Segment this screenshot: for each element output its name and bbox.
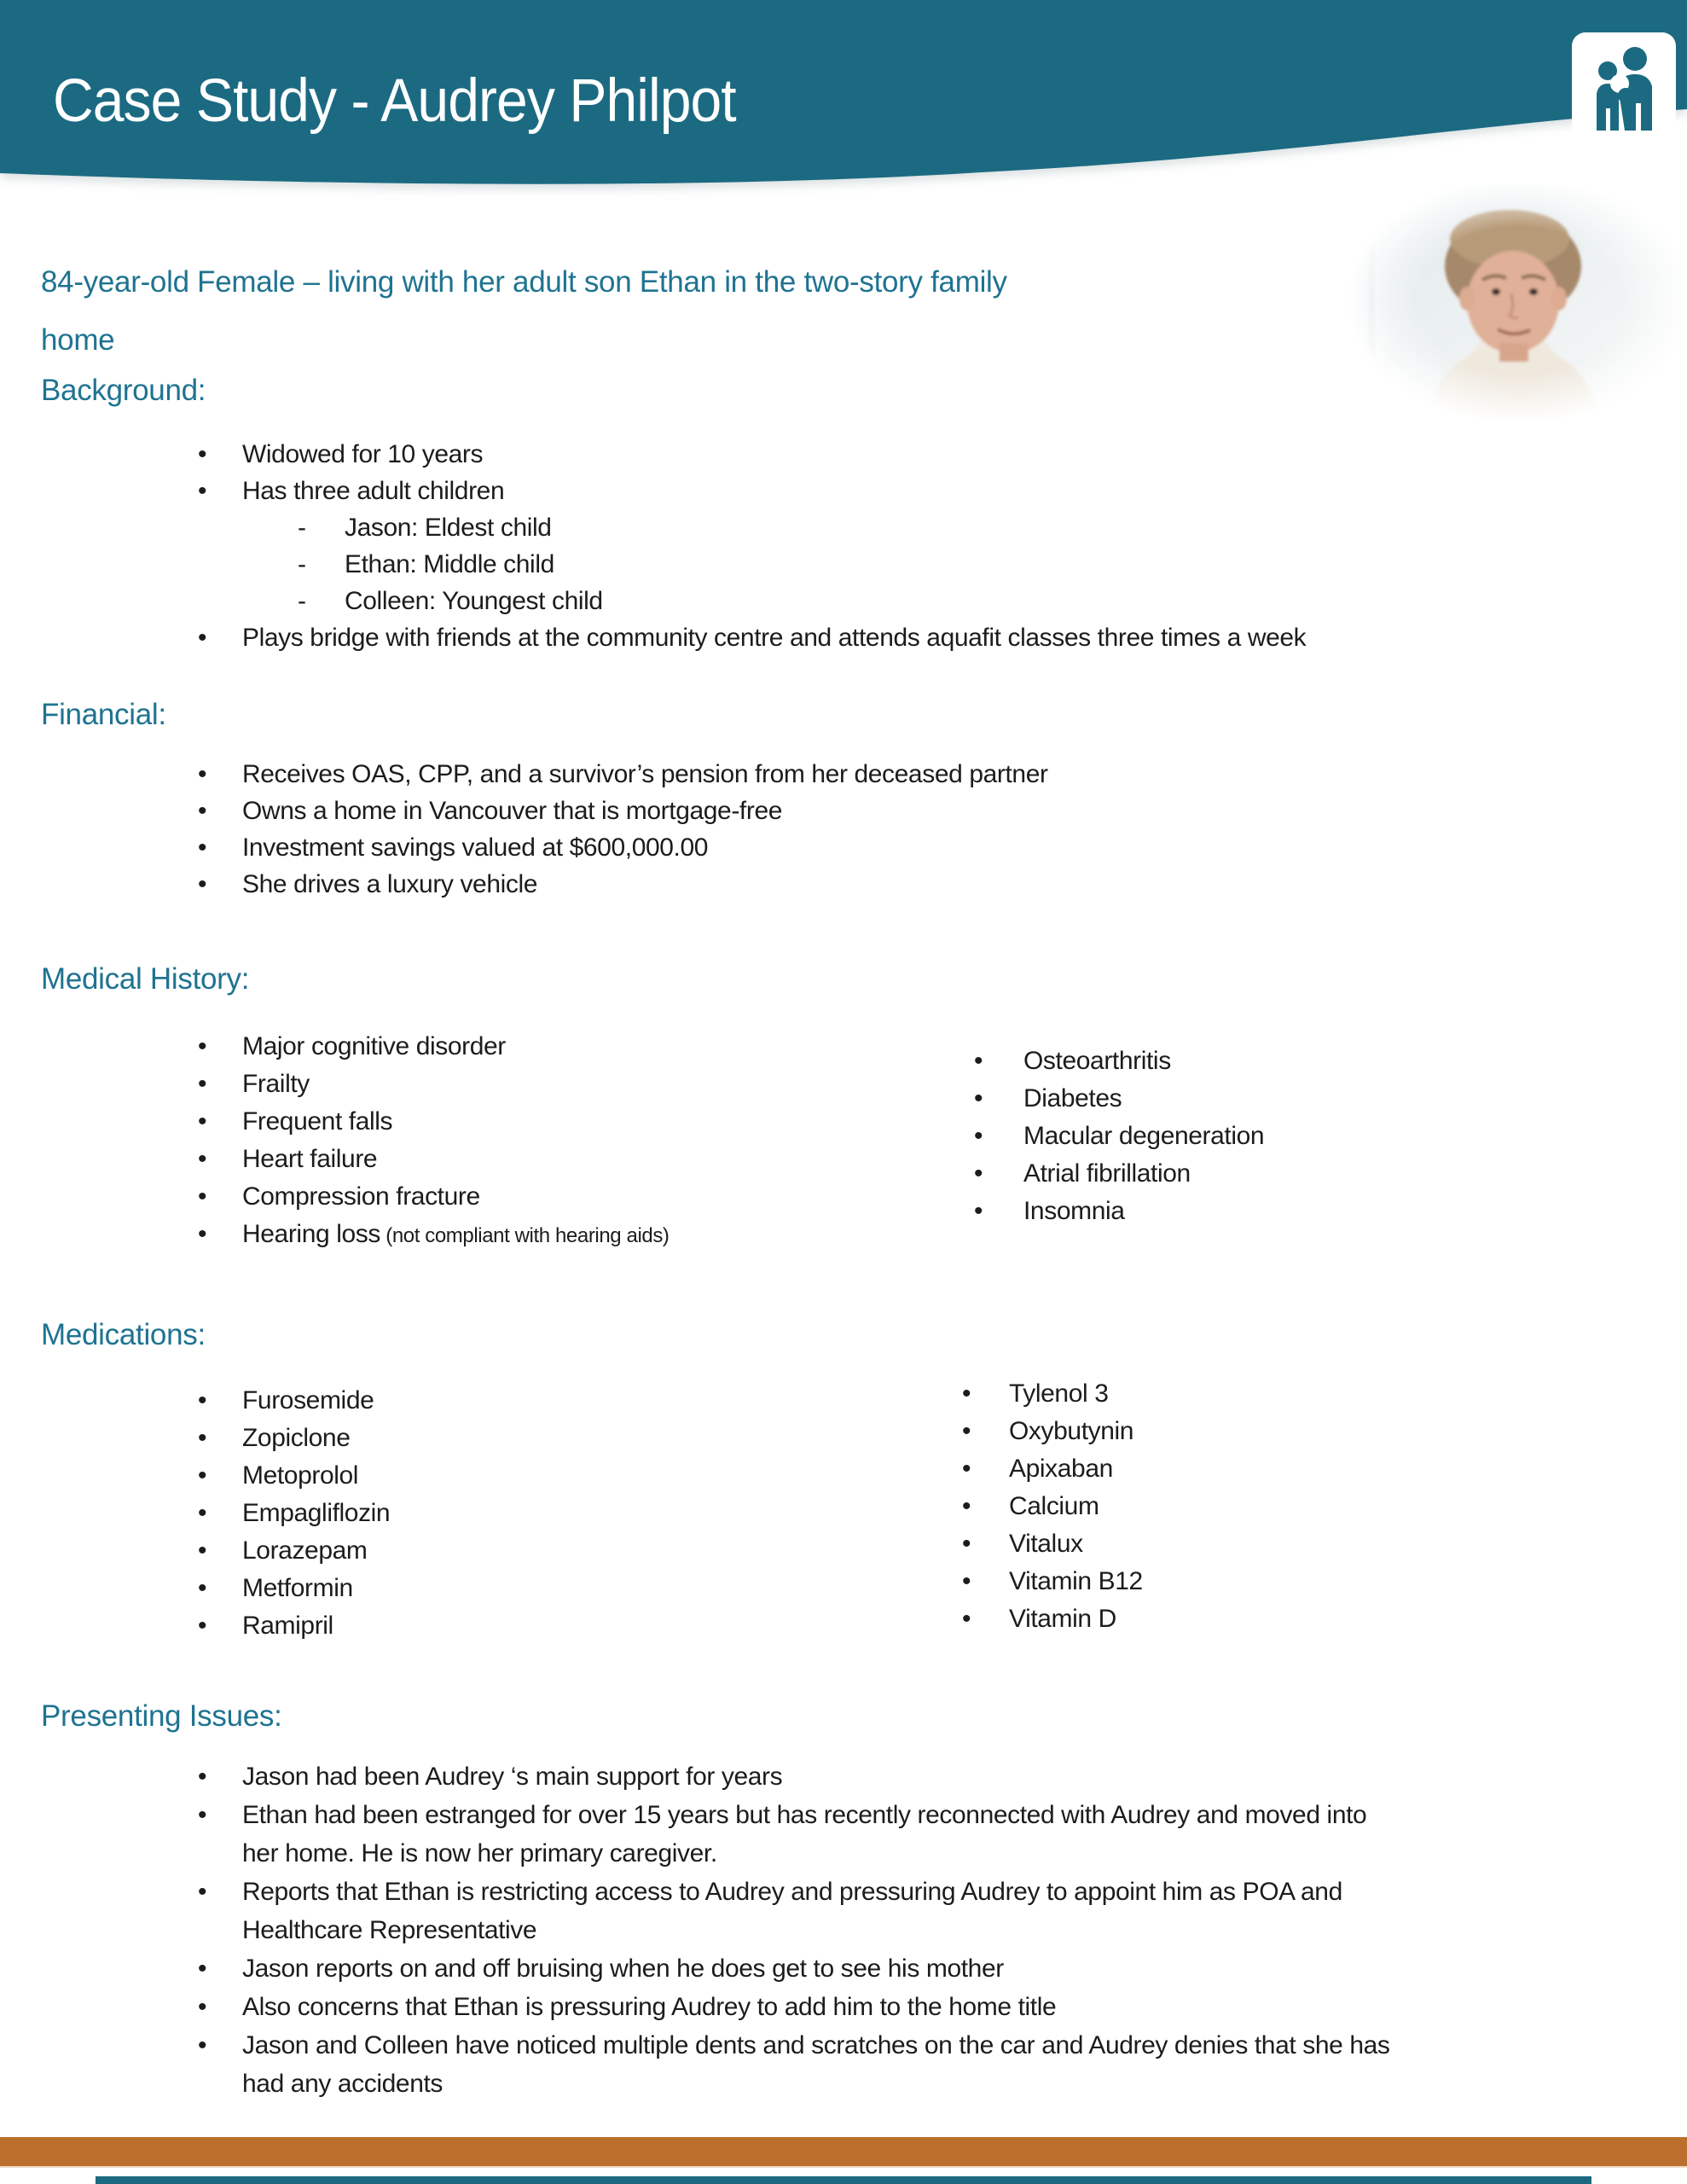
bullet-marker: • <box>198 1499 207 1527</box>
list-item-text <box>242 473 1528 619</box>
list-item-text <box>345 546 1528 583</box>
list-item-label: She drives a luxury vehicle <box>242 870 538 898</box>
list-item-label: Frailty <box>242 1070 310 1098</box>
bullet-marker: - <box>298 514 306 542</box>
bullet-marker: • <box>974 1122 983 1150</box>
list-item-label: Oxybutynin <box>1009 1417 1134 1445</box>
list-item-text <box>1023 1118 1656 1155</box>
list-item-text <box>345 509 1528 546</box>
list-item-label: Reports that Ethan is restricting access to Audrey and pressuring Audrey to appoint him as POA and Healthcare Representative <box>242 1878 1342 1944</box>
bullet-marker: • <box>198 760 207 788</box>
list-item-label: Vitalux <box>1009 1530 1083 1558</box>
list-item <box>198 619 1528 656</box>
bullet-marker: • <box>198 1424 207 1452</box>
bullet-marker: - <box>298 587 306 615</box>
list-item <box>198 1066 948 1103</box>
background-heading: Background: <box>41 374 206 407</box>
bullet-marker: • <box>974 1159 983 1188</box>
list-item-label: Ethan had been estranged for over 15 years but has recently reconnected with Audrey and moved into her home. He is now her primary caregiver. <box>242 1801 1367 1867</box>
list-item <box>198 1103 948 1141</box>
list-item-text <box>242 829 1528 866</box>
sub-list <box>298 509 1528 619</box>
list-item <box>974 1080 1656 1118</box>
list-item <box>974 1193 1656 1230</box>
bullet-marker: • <box>198 1574 207 1602</box>
list-item <box>198 866 1528 903</box>
list-item <box>198 1949 1392 1988</box>
list-item <box>962 1488 1644 1525</box>
list-item-text <box>1009 1563 1644 1600</box>
bullet-marker: • <box>198 1220 207 1248</box>
list-item <box>974 1118 1656 1155</box>
bullet-marker: • <box>198 1461 207 1490</box>
list-item-label: Major cognitive disorder <box>242 1032 506 1060</box>
bullet-marker: • <box>198 1145 207 1173</box>
list-item <box>198 1757 1392 1796</box>
bullet-marker: • <box>198 624 207 652</box>
list-item-label: Calcium <box>1009 1492 1099 1520</box>
list-item-label: Tylenol 3 <box>1009 1380 1109 1408</box>
list-item <box>962 1600 1644 1638</box>
bullet-marker: • <box>198 1878 207 1906</box>
list-item <box>962 1375 1644 1413</box>
list-item-text <box>242 1382 880 1420</box>
list-item-label: Owns a home in Vancouver that is mortgage-free <box>242 797 783 825</box>
list-item <box>198 1457 880 1495</box>
bullet-marker: • <box>198 1536 207 1565</box>
list-item-label: Investment savings valued at $600,000.00 <box>242 834 709 862</box>
list-item-text <box>242 1988 1392 2026</box>
list-item <box>298 583 1528 619</box>
list-item-label: Receives OAS, CPP, and a survivor’s pension from her deceased partner <box>242 760 1048 788</box>
list-item-label: Compression fracture <box>242 1182 480 1211</box>
list-item-label: Apixaban <box>1009 1455 1113 1483</box>
list-item <box>198 1988 1392 2026</box>
list-item-text <box>242 793 1528 829</box>
bullet-marker: • <box>198 477 207 505</box>
list-item <box>198 1607 880 1645</box>
list-item <box>962 1450 1644 1488</box>
list-item-text <box>1009 1375 1644 1413</box>
list-item-label: Furosemide <box>242 1386 374 1414</box>
portrait-photo <box>1346 184 1680 437</box>
bullet-marker: • <box>198 1763 207 1791</box>
list-item-text <box>242 2026 1392 2103</box>
financial-list <box>198 756 1528 903</box>
presenting-issues-list <box>198 1757 1392 2103</box>
list-item-text <box>242 1028 948 1066</box>
bullet-marker: • <box>198 440 207 468</box>
list-item <box>198 1420 880 1457</box>
list-item <box>198 436 1528 473</box>
list-item-text <box>1023 1080 1656 1118</box>
bullet-marker: • <box>198 2031 207 2059</box>
list-item-label: Metoprolol <box>242 1461 359 1490</box>
bullet-marker: • <box>198 797 207 825</box>
list-item-label: Plays bridge with friends at the community centre and attends aquafit classes three times a week <box>242 624 1307 652</box>
list-item <box>198 2026 1392 2103</box>
list-item-label: Hearing loss <box>242 1220 380 1248</box>
list-item-text <box>1009 1525 1644 1563</box>
bullet-marker: • <box>198 1032 207 1060</box>
list-item-note: (not compliant with hearing aids) <box>380 1224 670 1247</box>
list-item-text <box>242 1066 948 1103</box>
list-item <box>198 473 1528 619</box>
list-item-label: Zopiclone <box>242 1424 351 1452</box>
bullet-marker: • <box>962 1605 971 1633</box>
list-item-label: Frequent falls <box>242 1107 393 1136</box>
list-item <box>198 756 1528 793</box>
presenting-issues-heading: Presenting Issues: <box>41 1699 282 1733</box>
intro-text: 84-year-old Female – living with her adult son Ethan in the two-story family home <box>41 265 1007 357</box>
list-item <box>198 1216 948 1255</box>
bullet-marker: • <box>198 1801 207 1829</box>
list-item-text <box>1009 1488 1644 1525</box>
list-item-text <box>242 1757 1392 1796</box>
portrait-photo-image <box>1346 184 1680 437</box>
list-item-text <box>242 1495 880 1532</box>
medications-heading: Medications: <box>41 1318 206 1351</box>
list-item <box>198 829 1528 866</box>
bullet-marker: • <box>198 834 207 862</box>
list-item-label: Insomnia <box>1023 1197 1125 1225</box>
bullet-marker: • <box>198 1612 207 1640</box>
bullet-marker: • <box>962 1455 971 1483</box>
list-item <box>298 546 1528 583</box>
list-item-label: Has three adult children <box>242 477 505 505</box>
list-item <box>962 1563 1644 1600</box>
list-item-label: Ethan: Middle child <box>345 550 554 578</box>
bullet-marker: • <box>198 1386 207 1414</box>
list-item-label: Vitamin B12 <box>1009 1567 1143 1595</box>
list-item-text <box>1023 1193 1656 1230</box>
bullet-marker: • <box>974 1197 983 1225</box>
bullet-marker: • <box>962 1380 971 1408</box>
list-item-text <box>1009 1413 1644 1450</box>
list-item-text <box>242 1420 880 1457</box>
list-item-text <box>242 1570 880 1607</box>
list-item-text <box>1009 1600 1644 1638</box>
list-item-text <box>242 756 1528 793</box>
bullet-marker: • <box>198 870 207 898</box>
medical-history-heading: Medical History: <box>41 962 250 996</box>
bullet-marker: • <box>974 1047 983 1075</box>
bullet-marker: • <box>198 1070 207 1098</box>
list-item-label: Lorazepam <box>242 1536 368 1565</box>
bullet-marker: - <box>298 550 306 578</box>
list-item <box>974 1043 1656 1080</box>
list-item-text <box>242 1607 880 1645</box>
list-item <box>198 1028 948 1066</box>
list-item-text <box>242 1949 1392 1988</box>
list-item-text <box>242 619 1528 656</box>
list-item <box>962 1413 1644 1450</box>
orange-divider-bar <box>0 2137 1687 2168</box>
list-item-text <box>242 1796 1392 1873</box>
list-item-label: Diabetes <box>1023 1084 1122 1112</box>
list-item <box>198 1570 880 1607</box>
teal-divider-bar <box>96 2176 1591 2184</box>
bullet-marker: • <box>962 1492 971 1520</box>
list-item <box>974 1155 1656 1193</box>
medical-history-right-list <box>974 1043 1656 1230</box>
list-item-label: Atrial fibrillation <box>1023 1159 1191 1188</box>
financial-heading: Financial: <box>41 698 166 731</box>
list-item <box>198 793 1528 829</box>
bullet-marker: • <box>962 1530 971 1558</box>
list-item-text <box>242 1532 880 1570</box>
list-item-text <box>1023 1155 1656 1193</box>
list-item <box>962 1525 1644 1563</box>
bullet-marker: • <box>198 1955 207 1983</box>
list-item <box>298 509 1528 546</box>
medical-history-left-list <box>198 1028 948 1255</box>
list-item-label: Jason and Colleen have noticed multiple dents and scratches on the car and Audrey denies that she has had any accidents <box>242 2031 1390 2098</box>
background-list <box>198 436 1528 656</box>
bullet-marker: • <box>198 1993 207 2021</box>
list-item-text <box>242 1103 948 1141</box>
list-item-label: Jason had been Audrey ‘s main support for years <box>242 1763 783 1791</box>
list-item-text <box>1023 1043 1656 1080</box>
bullet-marker: • <box>974 1084 983 1112</box>
list-item <box>198 1178 948 1216</box>
list-item <box>198 1382 880 1420</box>
caregiver-logo-icon <box>1572 32 1676 136</box>
list-item-label: Empagliflozin <box>242 1499 391 1527</box>
list-item-label: Colleen: Youngest child <box>345 587 603 615</box>
medications-left-list <box>198 1382 880 1645</box>
list-item-text <box>242 1178 948 1216</box>
list-item-text <box>242 436 1528 473</box>
list-item <box>198 1141 948 1178</box>
medications-right-list <box>962 1375 1644 1638</box>
list-item-label: Macular degeneration <box>1023 1122 1265 1150</box>
list-item <box>198 1532 880 1570</box>
list-item-label: Vitamin D <box>1009 1605 1116 1633</box>
list-item-label: Also concerns that Ethan is pressuring Audrey to add him to the home title <box>242 1993 1057 2021</box>
bullet-marker: • <box>962 1417 971 1445</box>
list-item-label: Heart failure <box>242 1145 378 1173</box>
list-item-label: Osteoarthritis <box>1023 1047 1171 1075</box>
page-title: Case Study - Audrey Philpot <box>53 67 736 135</box>
list-item <box>198 1796 1392 1873</box>
list-item-text <box>242 1457 880 1495</box>
list-item-label: Jason reports on and off bruising when he does get to see his mother <box>242 1955 1004 1983</box>
list-item-text <box>242 1141 948 1178</box>
list-item-label: Metformin <box>242 1574 353 1602</box>
caregiver-people-glyph <box>1572 32 1676 136</box>
list-item-text <box>242 1216 948 1255</box>
bullet-marker: • <box>198 1107 207 1136</box>
list-item-text <box>1009 1450 1644 1488</box>
list-item-text <box>242 1873 1392 1949</box>
list-item-label: Jason: Eldest child <box>345 514 552 542</box>
list-item <box>198 1495 880 1532</box>
list-item-text <box>345 583 1528 619</box>
list-item <box>198 1873 1392 1949</box>
list-item-label: Widowed for 10 years <box>242 440 484 468</box>
bullet-marker: • <box>198 1182 207 1211</box>
list-item-text <box>242 866 1528 903</box>
list-item-label: Ramipril <box>242 1612 333 1640</box>
bullet-marker: • <box>962 1567 971 1595</box>
